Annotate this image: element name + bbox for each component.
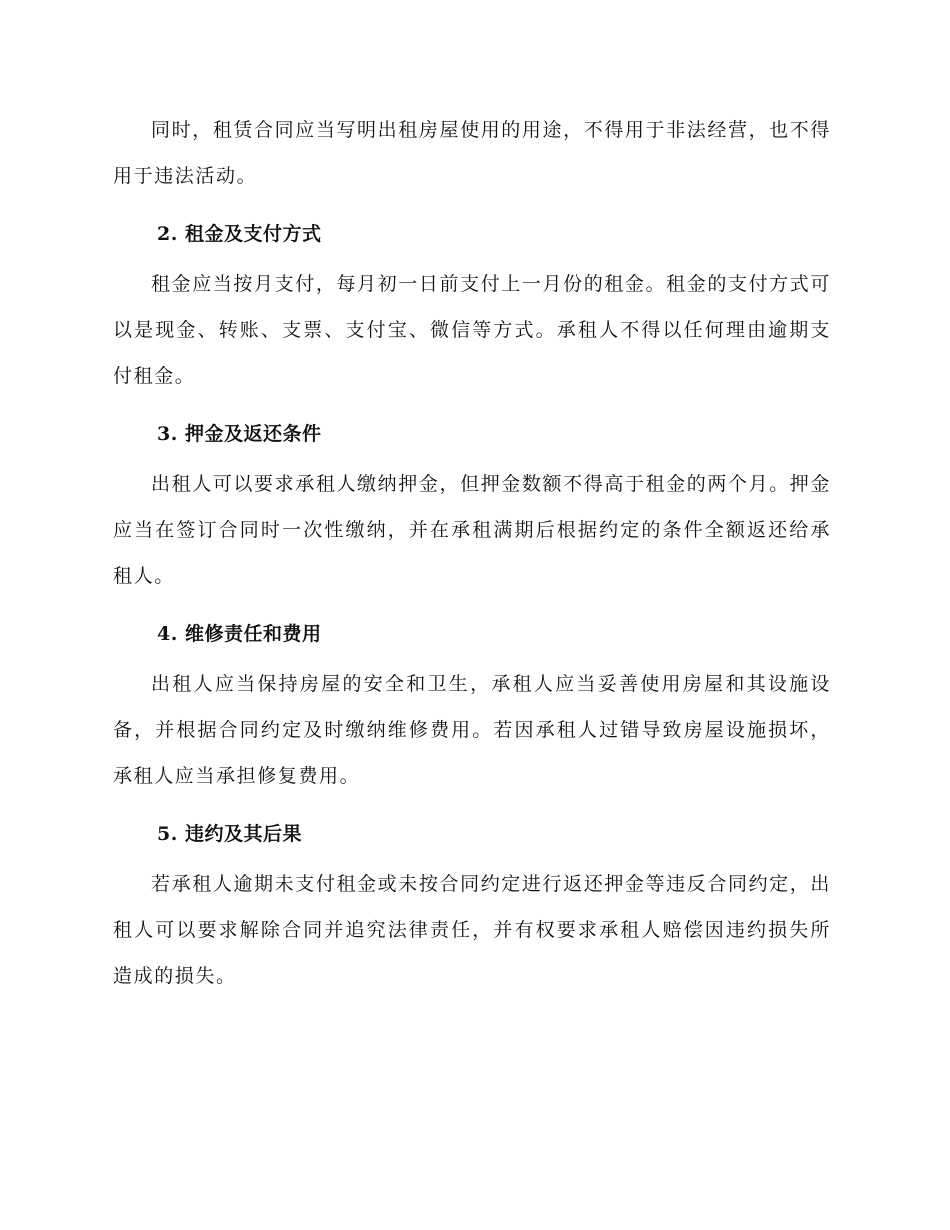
intro-paragraph: 同时，租赁合同应当写明出租房屋使用的用途，不得用于非法经营，也不得用于违法活动。 [113, 119, 831, 187]
section-heading-breach: 5. 违约及其后果 [157, 823, 302, 845]
section-heading-maintenance: 4. 维修责任和费用 [157, 623, 322, 645]
section-heading-deposit: 3. 押金及返还条件 [157, 423, 322, 445]
section-heading-rent-payment: 2. 租金及支付方式 [157, 223, 322, 245]
section-body-deposit: 出租人可以要求承租人缴纳押金，但押金数额不得高于租金的两个月。押金应当在签订合同时一次性缴纳，并在承租满期后根据约定的条件全额返还给承租人。 [113, 473, 831, 587]
section-body-rent-payment: 租金应当按月支付，每月初一日前支付上一月份的租金。租金的支付方式可以是现金、转账、支票、支付宝、微信等方式。承租人不得以任何理由逾期支付租金。 [113, 273, 831, 387]
section-body-maintenance: 出租人应当保持房屋的安全和卫生，承租人应当妥善使用房屋和其设施设备，并根据合同约定及时缴纳维修费用。若因承租人过错导致房屋设施损坏，承租人应当承担修复费用。 [113, 673, 831, 787]
document-page [113, 107, 831, 999]
section-body-breach: 若承租人逾期未支付租金或未按合同约定进行返还押金等违反合同约定，出租人可以要求解除合同并追究法律责任，并有权要求承租人赔偿因违约损失所造成的损失。 [113, 873, 831, 987]
